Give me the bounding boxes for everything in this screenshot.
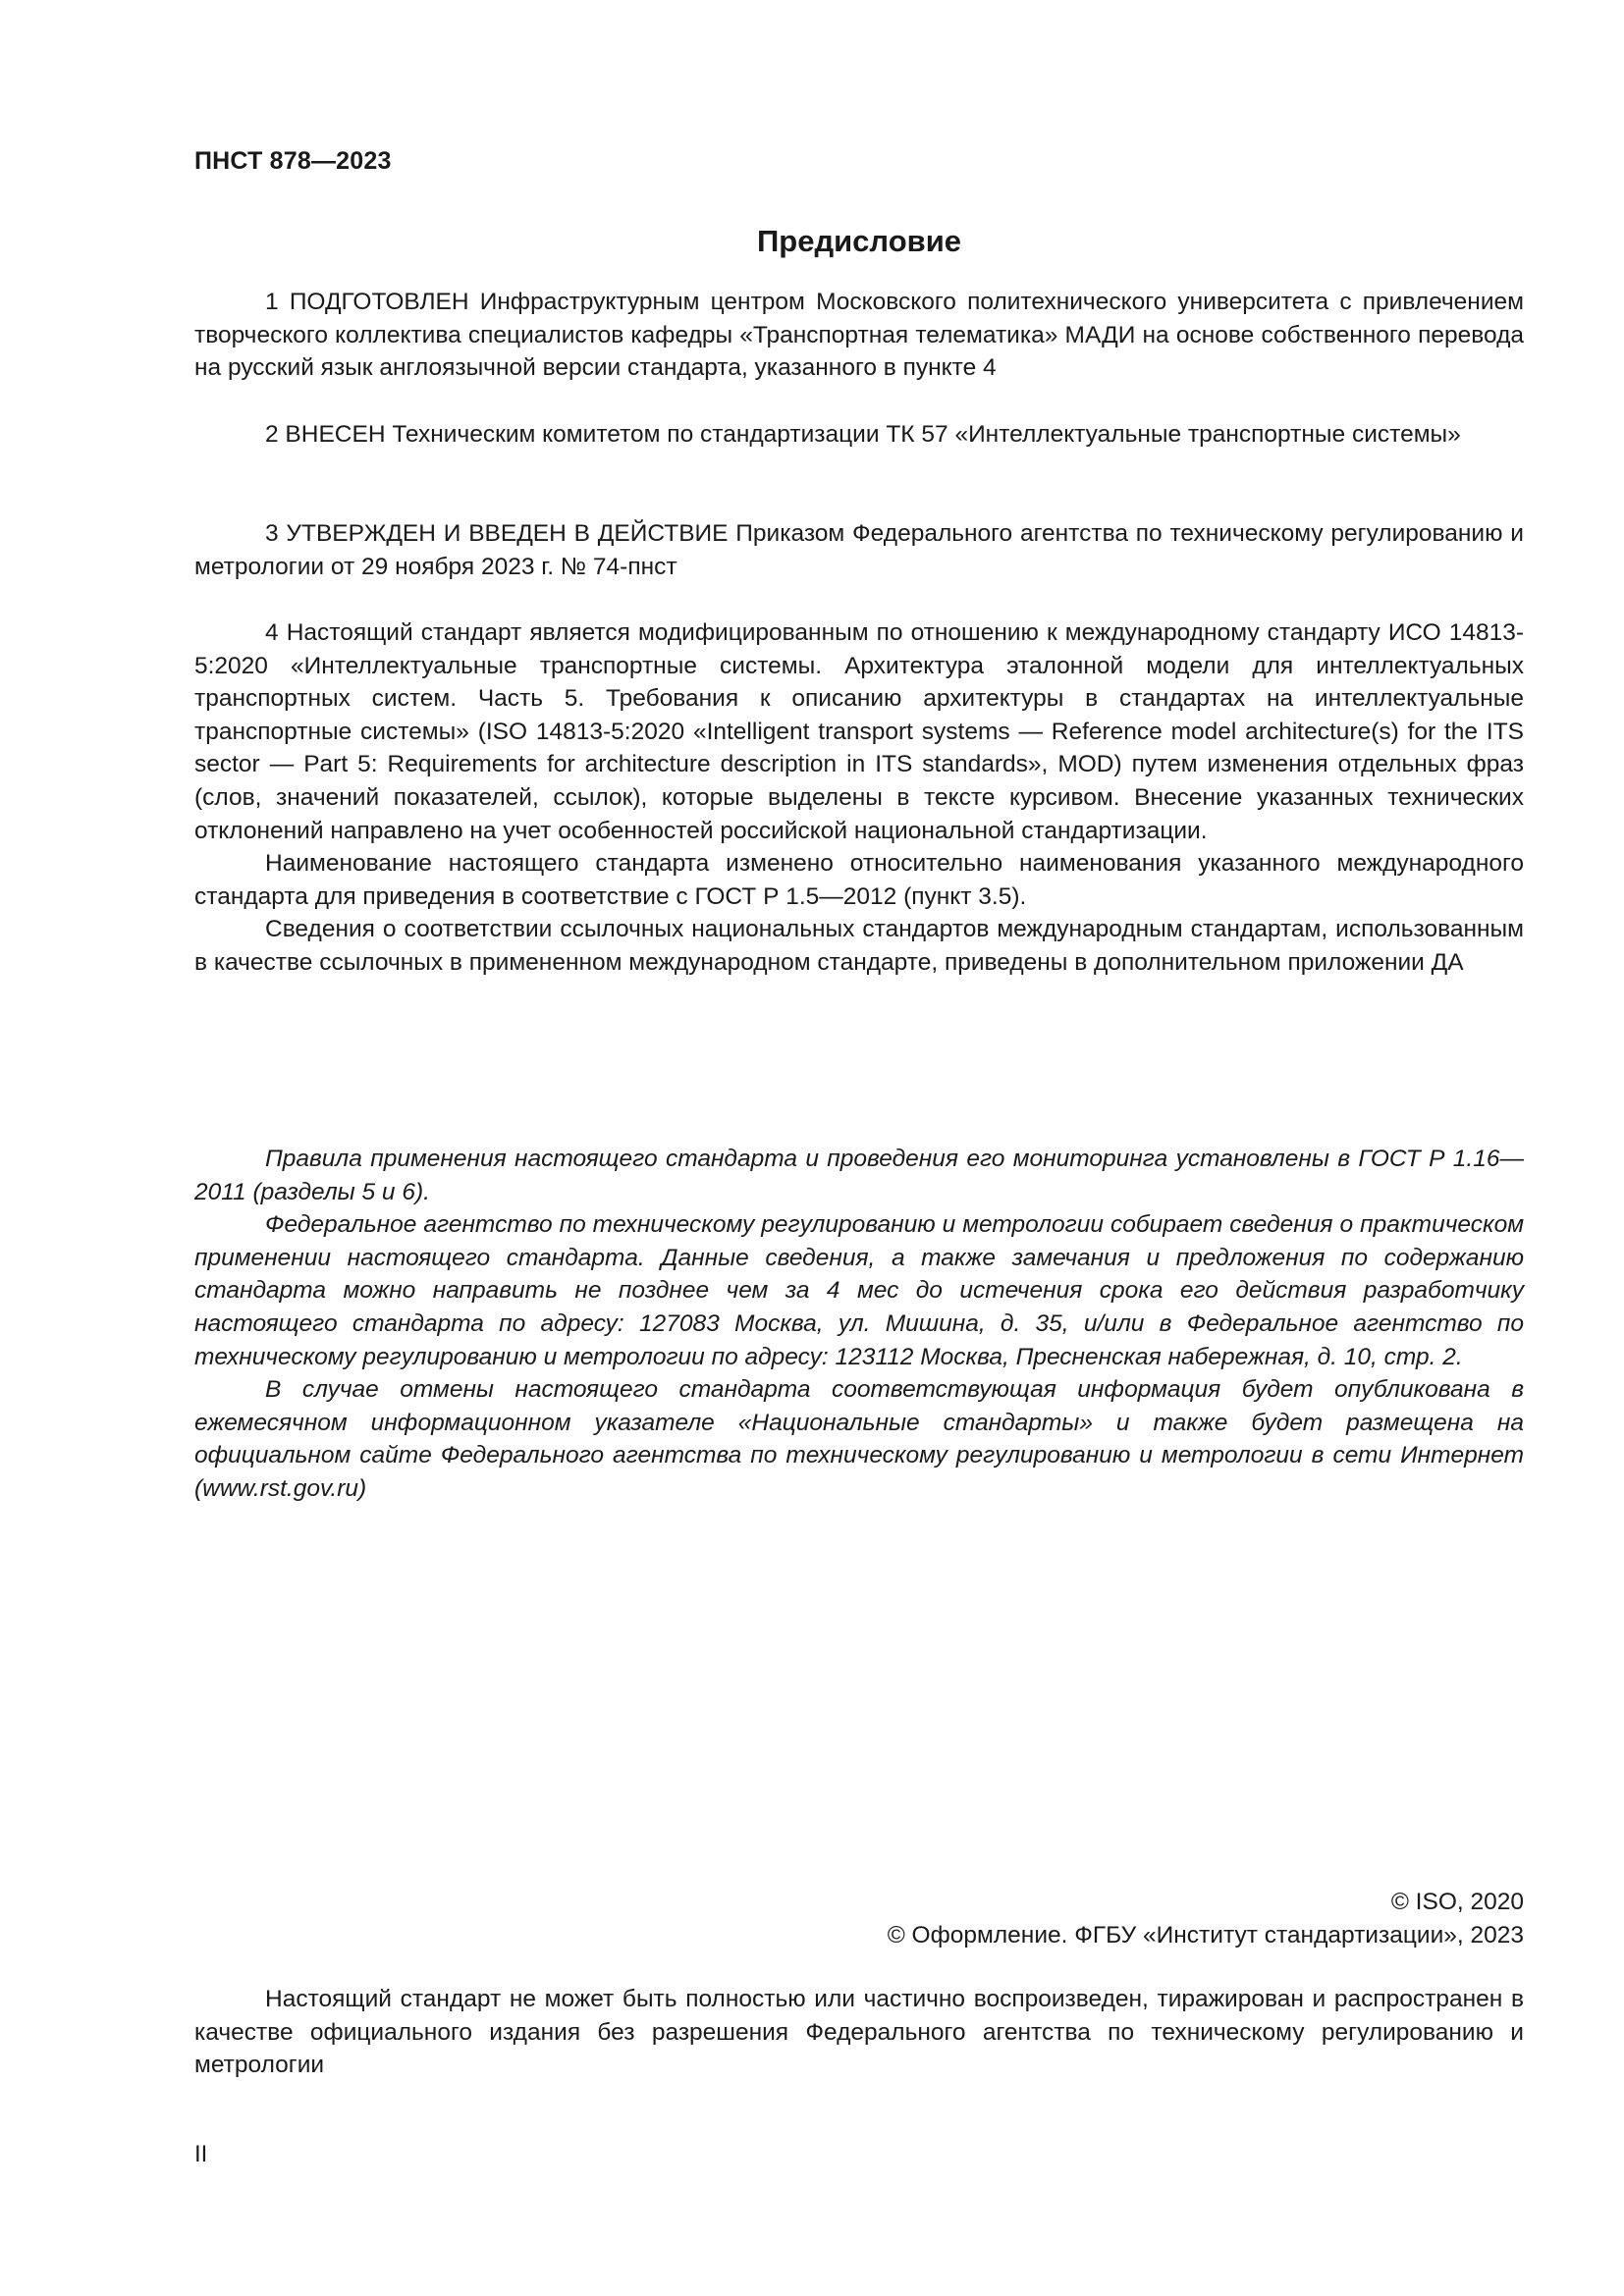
document-page [194, 0, 1524, 2296]
copyright-block [194, 1886, 1524, 1952]
note-paragraph-1: Правила применения настоящего стандарта и проведения его мониторинга установлены в ГОСТ Р 1.16—2011 (разделы 5 и 6). [194, 1146, 1524, 1205]
section-4-paragraph-3: Сведения о соответствии ссылочных национальных стандартов международным стандартам, использованным в качестве ссылочных в примененном международном стандарте, приведены в дополнительном приложении ДА [194, 916, 1524, 976]
section-4-paragraph-1: 4 Настоящий стандарт является модифицированным по отношению к международному стандарту ИСО 14813-5:2020 «Интеллектуальные транспортные системы. Архитектура эталонной модели для интеллектуальных транспортных систем. Часть 5. Требования к описанию архитектуры в стандартах на интеллектуальные транспортные системы» (ISO 14813-5:2020 «Intelligent transport systems — Reference model architecture(s) for the ITS sector — Part 5: Requirements for architecture description in ITS standards», MOD) путем изменения отдельных фраз (слов, значений показателей, ссылок), которые выделены в тексте курсивом. Внесение указанных технических отклонений направлено на учет особенностей российской национальной стандартизации. [194, 619, 1524, 844]
section-1-paragraph-1: 1 ПОДГОТОВЛЕН Инфраструктурным центром Московского политехнического университета с привлечением творческого коллектива специалистов кафедры «Транспортная телематика» МАДИ на основе собственного перевода на русский язык англоязычной версии стандарта, указанного в пункте 4 [194, 289, 1524, 382]
note-paragraph-3: В случае отмены настоящего стандарта соответствующая информация будет опубликована в ежемесячном информационном указателе «Национальные стандарты» и также будет размещена на официальном сайте Федерального агентства по техническому регулированию и метрологии в сети Интернет (www.rst.gov.ru) [194, 1376, 1524, 1502]
reproduction-notice-text: Настоящий стандарт не может быть полностью или частично воспроизведен, тиражирован и распространен в качестве официального издания без разрешения Федерального агентства по техническому регулированию и метрологии [194, 1986, 1524, 2079]
copyright-iso: © ISO, 2020 [1390, 1889, 1524, 1915]
note-paragraph-2: Федеральное агентство по техническому регулированию и метрологии собирает сведения о практическом применении настоящего стандарта. Данные сведения, а также замечания и предложения по содержанию стандарта можно направить не позднее чем за 4 мес до истечения срока его действия разработчику настоящего стандарта по адресу: 127083 Москва, ул. Мишина, д. 35, и/или в Федеральное агентство по техническому регулированию и метрологии по адресу: 123112 Москва, Пресненская набережная, д. 10, стр. 2. [194, 1211, 1524, 1370]
section-3 [194, 517, 1524, 583]
copyright-design: © Оформление. ФГБУ «Институт стандартизации», 2023 [887, 1922, 1524, 1949]
page-title: Предисловие [756, 224, 961, 258]
section-4 [194, 616, 1524, 980]
section-1 [194, 286, 1524, 385]
section-2-paragraph-1: 2 ВНЕСЕН Техническим комитетом по стандартизации ТК 57 «Интеллектуальные транспортные системы» [265, 421, 1461, 448]
section-3-paragraph-1: 3 УТВЕРЖДЕН И ВВЕДЕН В ДЕЙСТВИЕ Приказом Федерального агентства по техническому регулированию и метрологии от 29 ноября 2023 г. № 74-пнст [194, 520, 1524, 580]
application-notes [194, 1143, 1524, 1506]
section-4-paragraph-2: Наименование настоящего стандарта изменено относительно наименования указанного международного стандарта для приведения в соответствие с ГОСТ Р 1.5—2012 (пункт 3.5). [194, 850, 1524, 910]
page-number: II [194, 2141, 208, 2167]
reproduction-notice [194, 1983, 1524, 2082]
document-id: ПНСТ 878—2023 [194, 147, 392, 175]
section-2 [194, 418, 1524, 452]
